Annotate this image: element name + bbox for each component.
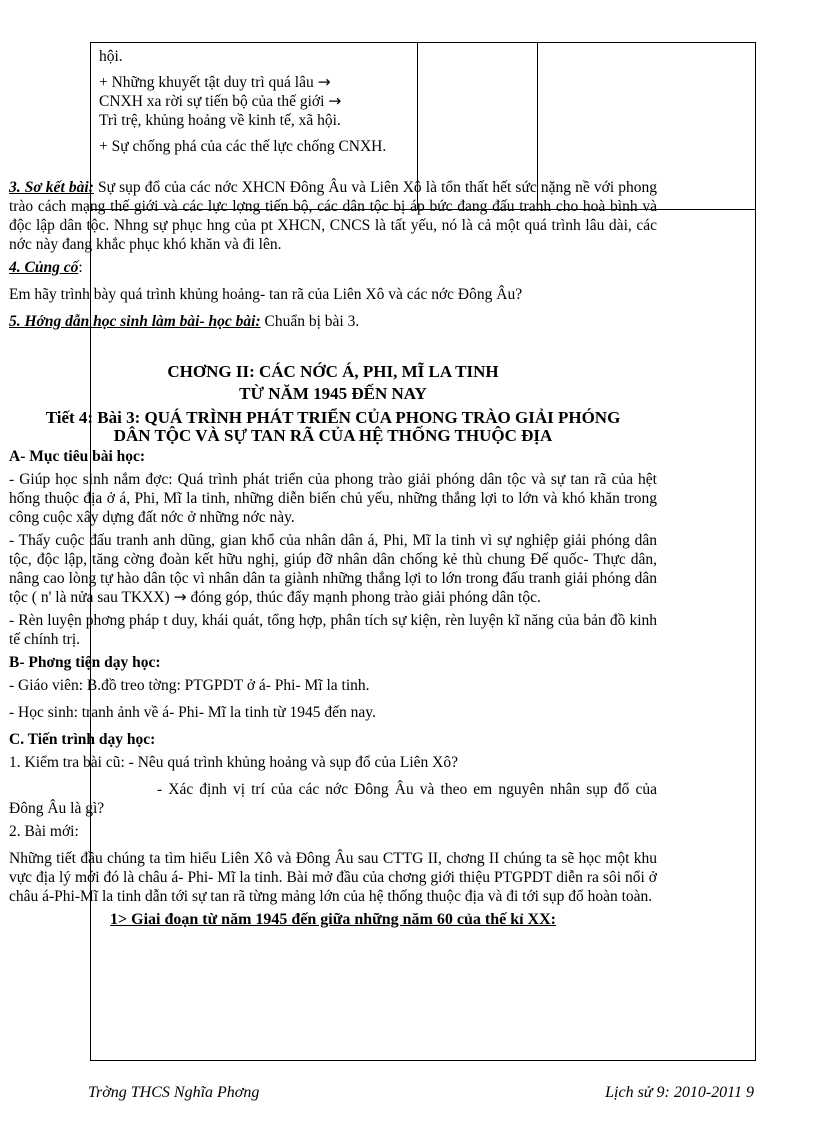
objective-paragraph: - Rèn luyện phơng pháp t duy, khái quát, tổng hợp, phân tích sự kiện, rèn luyện kĩ năng của bản đồ kinh tế chính trị. xyxy=(9,612,657,648)
table-line: + Những khuyết tật duy trì quá lâu → xyxy=(99,73,331,91)
consolidation-heading: 4. Củng cố: xyxy=(9,259,83,276)
section-a-heading: A- Mục tiêu bài học: xyxy=(9,448,146,465)
lesson-title-line2: DÂN TỘC VÀ SỰ TAN RÃ CỦA HỆ THỐNG THUỘC ĐỊA xyxy=(113,426,553,445)
footer-subject-page: Lịch sử 9: 2010-2011 9 xyxy=(605,1084,754,1101)
objective-paragraph: - Giúp học sinh nắm đợc: Quá trình phát triển của phong trào giải phóng dân tộc và sự tan rã của hệt hống thuộc địa ở á, Phi, Mĩ la tinh, những diễn biến chủ yếu, những thắng lợi to lớn và khó khăn trong công cuộc xây dựng đất nớc ở những nớc này. xyxy=(9,471,657,526)
review-question-1: 1. Kiểm tra bài cũ: - Nêu quá trình khủng hoảng và sụp đổ của Liên Xô? xyxy=(9,754,458,771)
review-question-2: - Xác định vị trí của các nớc Đông Âu và theo em nguyên nhân sụp đổ của Đông Âu là gì? xyxy=(9,781,657,817)
chapter-subtitle: TỪ NĂM 1945 ĐẾN NAY xyxy=(239,384,427,403)
arrow-right-icon: → xyxy=(173,588,187,606)
table-line: CNXH xa rời sự tiến bộ của thế giới → xyxy=(99,92,342,110)
consolidation-question: Em hãy trình bày quá trình khủng hoảng- tan rã của Liên Xô và các nớc Đông Âu? xyxy=(9,286,523,303)
new-lesson-label: 2. Bài mới: xyxy=(9,823,79,840)
materials-teacher: - Giáo viên: B.đồ treo tờng: PTGPDT ở á- Phi- Mĩ la tinh. xyxy=(9,677,370,694)
introduction-paragraph: Những tiết đầu chúng ta tìm hiểu Liên Xô và Đông Âu sau CTTG II, chơng II chúng ta sẽ học một khu vực địa lý mới đó là châu á- Phi- Mĩ la tinh. Bài mở đầu của chơng giới thiệu PTGPDT diễn ra sôi nổi ở châu á-Phi-Mĩ la tinh dẫn tới sự tan rã từng mảng lớn của hệ thống thuộc địa và đi tới sụp đổ hoàn toàn. xyxy=(9,850,657,905)
arrow-right-icon: → xyxy=(328,92,342,110)
chapter-title: CHƠNG II: CÁC NỚC Á, PHI, MĨ LA TINH xyxy=(167,362,499,381)
table-line: hội. xyxy=(99,48,123,65)
objective-paragraph: - Thấy cuộc đấu tranh anh dũng, gian khổ của nhân dân á, Phi, Mĩ la tinh vì sự nghiệp giải phóng dân tộc, độc lập, tăng cờng đoàn kết hữu nghị, giúp đỡ nhân dân chống kẻ thù chung Đế quốc- Thực dân, nâng cao lòng tự hào dân tộc vì nhân dân ta giành những thắng lợi to lớn trong đấu tranh giải phóng dân tộc ( n' là nửa sau TKXX) → đóng góp, thúc đẩy mạnh phong trào giải phóng dân tộc. xyxy=(9,532,657,606)
arrow-right-icon: → xyxy=(317,73,331,91)
materials-student: - Học sinh: tranh ảnh về á- Phi- Mĩ la tinh từ 1945 đến nay. xyxy=(9,704,376,721)
table-cell-content xyxy=(99,47,409,163)
section-1-heading: 1> Giai đoạn từ năm 1945 đến giữa những năm 60 của thế kỉ XX: xyxy=(110,911,556,928)
page-footer xyxy=(88,1083,754,1102)
document-body xyxy=(9,178,657,933)
table-line: Trì trệ, khủng hoảng về kinh tế, xã hội. xyxy=(99,112,341,129)
table-line: + Sự chống phá của các thế lực chống CNXH. xyxy=(99,138,387,155)
lesson-title: Tiết 4: Bài 3: QUÁ TRÌNH PHÁT TRIỂN CỦA PHONG TRÀO GIẢI PHÓNG xyxy=(45,408,621,427)
section-c-heading: C. Tiến trình dạy học: xyxy=(9,731,156,748)
footer-school: Trờng THCS Nghĩa Phơng xyxy=(88,1084,260,1101)
summary-paragraph: 3. Sơ kết bài: Sự sụp đổ của các nớc XHCN Đông Âu và Liên Xô là tổn thất hết sức nặng nề với phong trào cách mạng thế giới và các lực lợng tiến bộ, các dân tộc bị áp bức đang đấu tranh cho hoà bình và độc lập dân tộc. Nhng sự phục hng của pt XHCN, CNCS là tất yếu, nó là cả một quá trình lâu dài, các nớc này đang khắc phục khó khăn và đi lên. xyxy=(9,179,657,253)
section-b-heading: B- Phơng tiện dạy học: xyxy=(9,654,161,671)
homework-paragraph: 5. Hớng dẫn học sinh làm bài- học bài: Chuẩn bị bài 3. xyxy=(9,313,360,330)
